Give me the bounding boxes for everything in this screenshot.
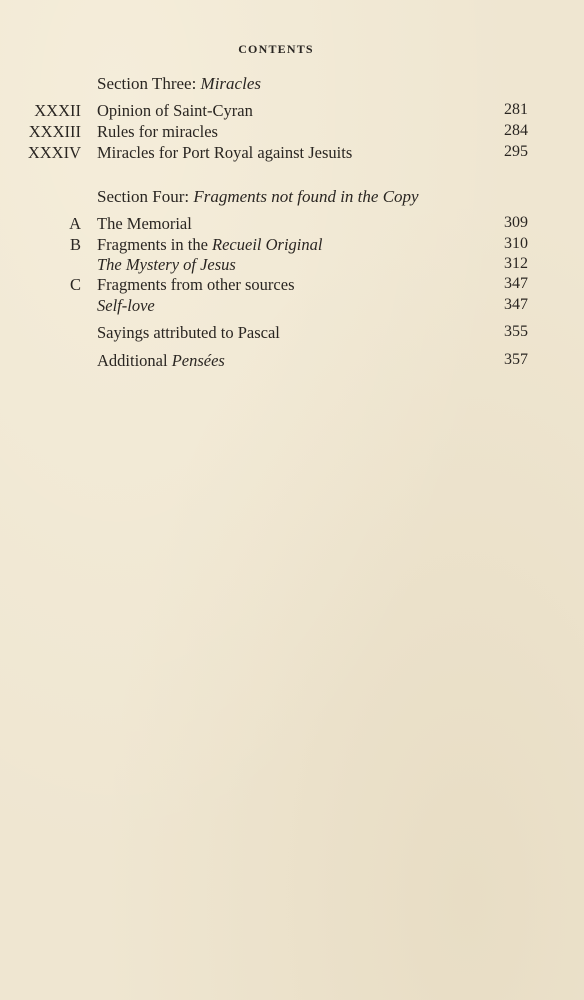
toc-entry-a bbox=[0, 214, 584, 236]
entry-title-text: Fragments in the bbox=[97, 235, 213, 254]
toc-entry-xxxiii bbox=[0, 122, 584, 144]
entry-title: The Memorial bbox=[97, 214, 192, 233]
entry-title: The Mystery of Jesus bbox=[97, 255, 236, 274]
entry-number: B bbox=[69, 235, 81, 254]
entry-title-text: Additional bbox=[97, 351, 172, 370]
section-title-italic: Fragments not found in the Copy bbox=[193, 187, 419, 206]
entry-page-number: 281 bbox=[504, 101, 528, 118]
entry-title: Self-love bbox=[97, 296, 155, 315]
section-title-italic: Miracles bbox=[200, 74, 261, 93]
entry-page-number: 355 bbox=[504, 323, 528, 340]
toc-entry-c bbox=[0, 275, 584, 297]
entry-number: XXXIII bbox=[28, 122, 81, 141]
section-heading-three bbox=[0, 74, 584, 96]
entry-number: XXXII bbox=[34, 101, 81, 120]
entry-page-number: 357 bbox=[504, 351, 528, 368]
section-heading-four bbox=[0, 187, 584, 209]
entry-number: XXXIV bbox=[27, 143, 81, 162]
entry-title-italic: Recueil Original bbox=[212, 235, 323, 254]
entry-page-number: 347 bbox=[504, 275, 528, 292]
entry-page-number: 284 bbox=[504, 122, 528, 139]
entry-page-number: 295 bbox=[504, 143, 528, 160]
entry-title bbox=[97, 351, 225, 371]
entry-title: Rules for miracles bbox=[97, 122, 218, 141]
entry-number: C bbox=[69, 275, 81, 294]
section-title bbox=[97, 74, 261, 94]
entry-title-italic: Pensées bbox=[171, 351, 225, 370]
toc-entry-self-love bbox=[0, 296, 584, 318]
section-title-prefix: Section Three: bbox=[97, 74, 201, 93]
entry-page-number: 347 bbox=[504, 296, 528, 313]
toc-entry-b bbox=[0, 235, 584, 257]
entry-page-number: 310 bbox=[504, 235, 528, 252]
entry-number: A bbox=[69, 214, 81, 233]
entry-title bbox=[97, 235, 322, 255]
toc-entry-mystery-of-jesus bbox=[0, 255, 584, 277]
entry-title: Fragments from other sources bbox=[97, 275, 295, 294]
section-title-prefix: Section Four: bbox=[97, 187, 194, 206]
page-heading: CONTENTS bbox=[238, 42, 314, 56]
entry-title: Opinion of Saint-Cyran bbox=[97, 101, 253, 120]
entry-page-number: 312 bbox=[504, 255, 528, 272]
toc-entry-sayings bbox=[0, 323, 584, 345]
toc-entry-additional-pensees bbox=[0, 351, 584, 373]
section-title bbox=[97, 187, 419, 207]
toc-entry-xxxii bbox=[0, 101, 584, 123]
toc-entry-xxxiv bbox=[0, 143, 584, 165]
entry-title: Miracles for Port Royal against Jesuits bbox=[97, 143, 353, 162]
entry-page-number: 309 bbox=[504, 214, 528, 231]
entry-title: Sayings attributed to Pascal bbox=[97, 323, 280, 342]
